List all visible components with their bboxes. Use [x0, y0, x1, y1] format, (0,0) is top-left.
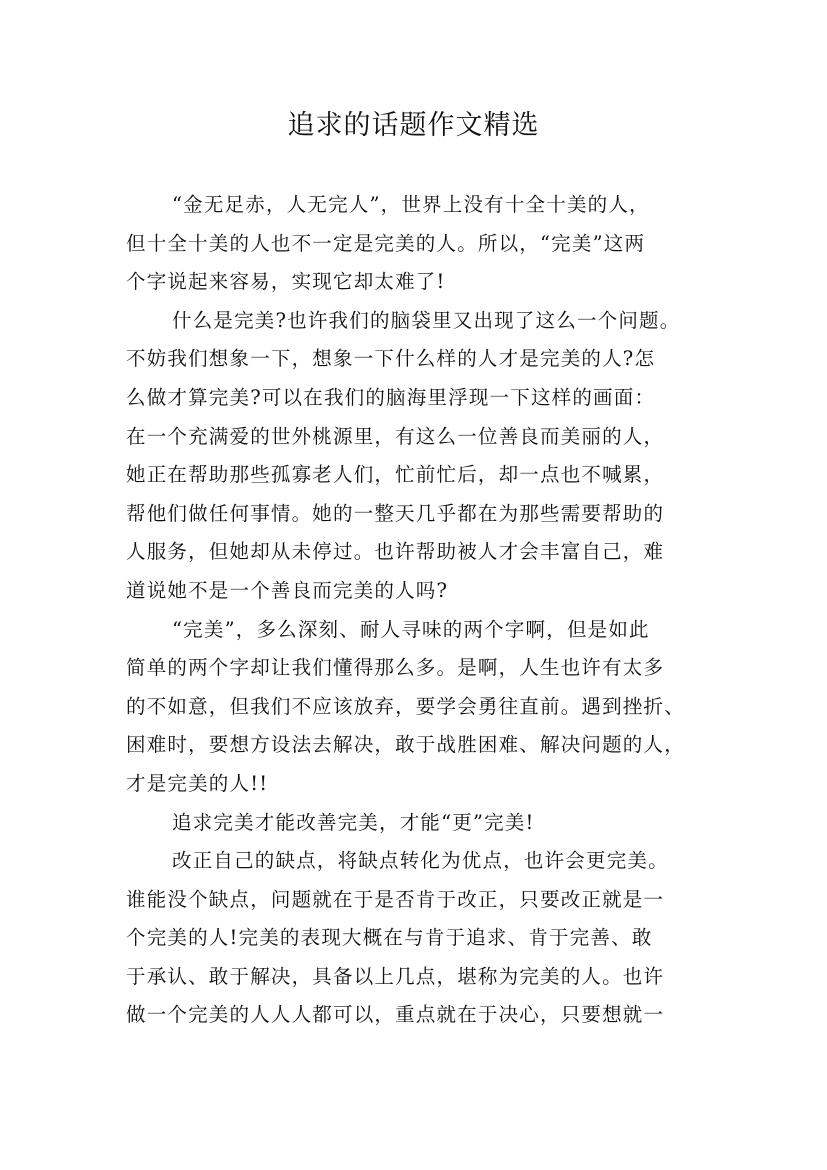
text-line: 道说她不是一个善良而完美的人吗?: [126, 578, 449, 602]
text-line: 困难时，要想方设法去解决，敢于战胜困难、解决问题的人，: [126, 733, 685, 757]
document-body: [126, 186, 716, 1035]
document-title: 追求的话题作文精选: [287, 110, 540, 141]
text-line: 个字说起来容易，实现它却太难了!: [126, 270, 446, 294]
text-line: 追求完美才能改善完美，才能“更”完美!: [172, 810, 535, 834]
text-line: “金无足赤，人无完人”，世界上没有十全十美的人，: [172, 193, 650, 216]
text-line: 人服务，但她却从未停过。也许帮助被人才会丰富自己，难: [126, 540, 665, 564]
text-line: 于承认、敢于解决，具备以上几点，堪称为完美的人。也许: [126, 964, 665, 988]
text-line: 不妨我们想象一下，想象一下什么样的人才是完美的人?怎: [126, 347, 656, 371]
text-line: 在一个充满爱的世外桃源里，有这么一位善良而美丽的人，: [126, 424, 665, 448]
text-line: 但十全十美的人也不一定是完美的人。所以，“完美”这两: [126, 231, 646, 255]
text-line: 才是完美的人!!: [126, 771, 269, 795]
text-line: 么做才算完美?可以在我们的脑海里浮现一下这样的画面：: [126, 385, 656, 409]
text-line: 个完美的人!完美的表现大概在与肯于追求、肯于完善、敢: [126, 926, 653, 950]
text-line: 改正自己的缺点，将缺点转化为优点，也许会更完美。: [172, 849, 669, 873]
text-line: 的不如意，但我们不应该放弃，要学会勇往直前。遇到挫折、: [126, 694, 685, 718]
text-line: 什么是完美?也许我们的脑袋里又出现了这么一个问题。: [172, 308, 681, 332]
text-line: 谁能没个缺点，问题就在于是否肯于改正，只要改正就是一: [126, 887, 665, 911]
text-line: 做一个完美的人人人都可以，重点就在于决心，只要想就一: [126, 1003, 665, 1027]
text-line: “完美”，多么深刻、耐人寻味的两个字啊，但是如此: [172, 617, 650, 641]
text-line: 帮他们做任何事情。她的一整天几乎都在为那些需要帮助的: [126, 501, 665, 525]
text-line: 简单的两个字却让我们懂得那么多。是啊，人生也许有太多: [126, 656, 665, 680]
text-line: 她正在帮助那些孤寡老人们，忙前忙后，却一点也不喊累，: [126, 463, 665, 487]
